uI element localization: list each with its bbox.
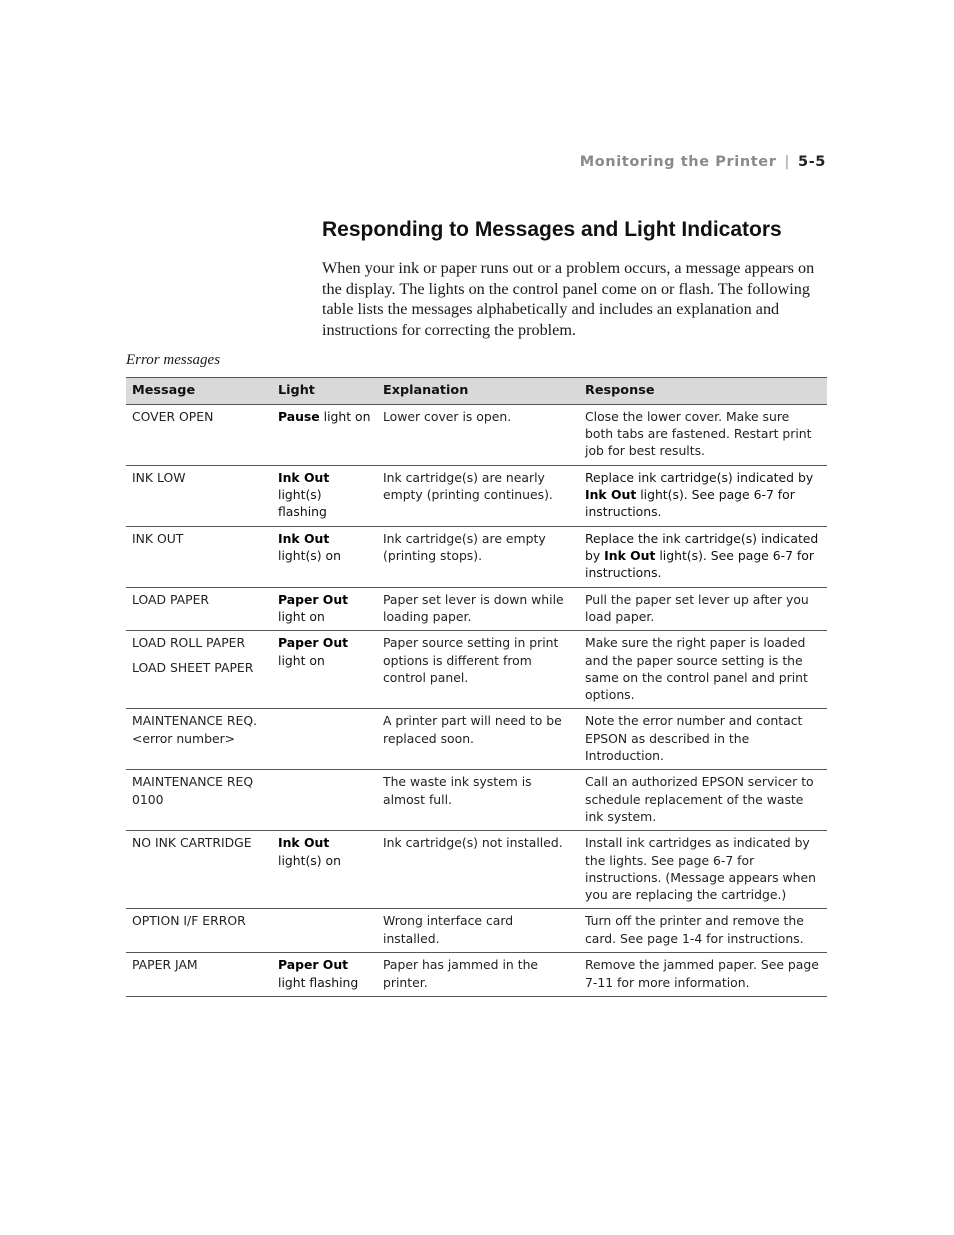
message-text: LOAD ROLL PAPER <box>132 635 246 651</box>
light-cell <box>272 527 377 588</box>
explanation-cell: Ink cartridge(s) are empty (printing stops). <box>377 527 579 588</box>
explanation-cell: Wrong interface card installed. <box>377 909 579 953</box>
response-light-name: Ink Out <box>604 548 656 564</box>
explanation-cell: Ink cartridge(s) not installed. <box>377 831 579 909</box>
response-cell: Install ink cartridges as indicated by the lights. See page 6-7 for instructions. (Message appears when you are replacing the cartridge.) <box>579 831 827 909</box>
explanation-cell: Paper set lever is down while loading paper. <box>377 588 579 631</box>
light-name: Paper Out <box>278 957 349 973</box>
light-cell <box>272 709 377 770</box>
response-text: Replace the ink cartridge(s) indicated by <box>585 531 819 564</box>
explanation-cell: Lower cover is open. <box>377 405 579 466</box>
response-text: light(s). See page 6-7 for instructions. <box>585 548 814 581</box>
light-cell <box>272 631 377 709</box>
response-cell <box>579 466 827 527</box>
table-row <box>126 953 827 996</box>
table-row <box>126 831 827 909</box>
column-header-light: Light <box>272 378 377 405</box>
response-light-name: Ink Out <box>585 487 637 503</box>
message-cell: PAPER JAM <box>126 953 272 996</box>
response-cell: Turn off the printer and remove the card. See page 1-4 for instructions. <box>579 909 827 953</box>
table-row <box>126 405 827 466</box>
message-cell: COVER OPEN <box>126 405 272 466</box>
table-row <box>126 631 827 709</box>
light-state: light on <box>278 609 325 625</box>
response-text: light(s). See page 6-7 for instructions. <box>585 487 795 520</box>
message-cell: OPTION I/F ERROR <box>126 909 272 953</box>
light-cell <box>272 770 377 831</box>
light-cell <box>272 405 377 466</box>
response-text: Replace ink cartridge(s) indicated by <box>585 470 814 485</box>
message-cell: NO INK CARTRIDGE <box>126 831 272 909</box>
light-cell <box>272 831 377 909</box>
page-number: 5-5 <box>798 154 826 170</box>
light-name: Ink Out <box>278 470 330 485</box>
explanation-cell: Ink cartridge(s) are nearly empty (printing continues). <box>377 466 579 527</box>
light-cell <box>272 466 377 527</box>
response-cell: Close the lower cover. Make sure both tabs are fastened. Restart print job for best results. <box>579 405 827 466</box>
light-state: light on <box>319 409 371 424</box>
explanation-cell: The waste ink system is almost full. <box>377 770 579 831</box>
page-title: Responding to Messages and Light Indicators <box>322 218 782 241</box>
message-cell: LOAD PAPER <box>126 588 272 631</box>
response-cell: Pull the paper set lever up after you load paper. <box>579 588 827 631</box>
column-header-response: Response <box>579 378 827 405</box>
table-row <box>126 527 827 588</box>
message-cell <box>126 631 272 709</box>
light-cell <box>272 909 377 953</box>
response-cell <box>579 527 827 588</box>
message-cell: MAINTENANCE REQ. <error number> <box>126 709 272 770</box>
message-cell: INK LOW <box>126 466 272 527</box>
response-cell: Note the error number and contact EPSON as described in the Introduction. <box>579 709 827 770</box>
table-row <box>126 770 827 831</box>
light-name: Ink Out <box>278 835 330 851</box>
light-state: light(s) on <box>278 548 341 564</box>
light-state: light(s) on <box>278 852 341 868</box>
light-state: light(s) flashing <box>278 487 327 520</box>
light-cell <box>272 953 377 996</box>
table-row <box>126 909 827 953</box>
message-cell: MAINTENANCE REQ 0100 <box>126 770 272 831</box>
table-row <box>126 709 827 770</box>
response-cell: Make sure the right paper is loaded and the paper source setting is the same on the control panel and print options. <box>579 631 827 709</box>
response-cell: Remove the jammed paper. See page 7-11 for more information. <box>579 953 827 996</box>
response-cell: Call an authorized EPSON servicer to schedule replacement of the waste ink system. <box>579 770 827 831</box>
explanation-cell: Paper has jammed in the printer. <box>377 953 579 996</box>
table-caption: Error messages <box>126 352 221 368</box>
table-row <box>126 588 827 631</box>
explanation-cell: Paper source setting in print options is different from control panel. <box>377 631 579 709</box>
explanation-cell: A printer part will need to be replaced soon. <box>377 709 579 770</box>
header-separator: | <box>784 154 790 170</box>
running-header <box>580 154 826 170</box>
light-state: light on <box>278 652 325 668</box>
light-cell <box>272 588 377 631</box>
message-cell: INK OUT <box>126 527 272 588</box>
light-name: Paper Out <box>278 592 349 607</box>
error-messages-table <box>126 377 827 997</box>
light-name: Paper Out <box>278 635 349 651</box>
column-header-message: Message <box>126 378 272 405</box>
light-state: light flashing <box>278 974 359 990</box>
column-header-explanation: Explanation <box>377 378 579 405</box>
intro-paragraph: When your ink or paper runs out or a problem occurs, a message appears on the display. The lights on the control panel come on or flash. The following table lists the messages alphabetically and includes an explanation and instructions for correcting the problem. <box>322 259 815 339</box>
table-row <box>126 466 827 527</box>
table-header-row <box>126 378 827 405</box>
light-name: Ink Out <box>278 531 330 546</box>
message-text: LOAD SHEET PAPER <box>132 659 254 675</box>
section-title: Monitoring the Printer <box>579 154 777 170</box>
light-name: Pause <box>278 409 320 424</box>
